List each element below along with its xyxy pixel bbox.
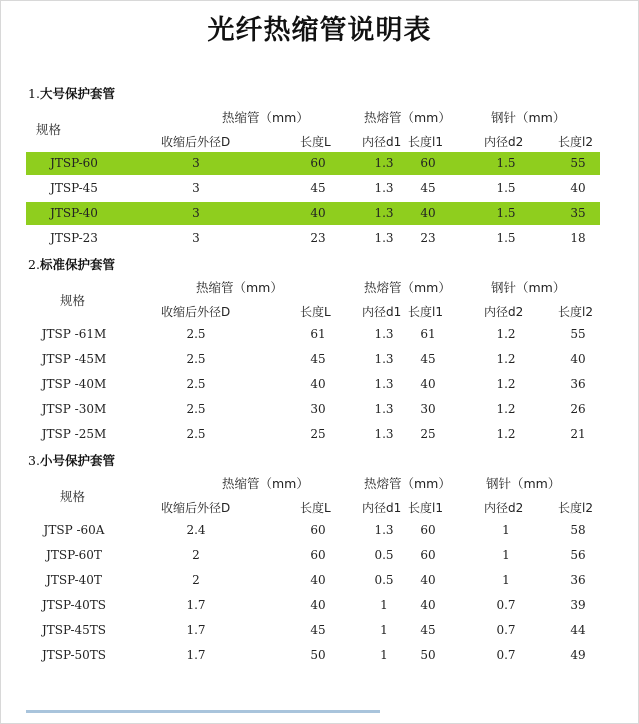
cell-l2: 44: [570, 623, 586, 637]
cell-l2: 40: [570, 352, 586, 366]
cell-d: 2.5: [186, 427, 206, 441]
cell-l: 50: [310, 648, 326, 662]
cell-l1: 25: [420, 427, 436, 441]
table-row: [26, 569, 600, 592]
cell-d2: 1.2: [496, 327, 516, 341]
cell-d2: 1.5: [496, 181, 516, 195]
subheader-d2: 内径d2: [484, 305, 524, 319]
subheader-l: 长度L: [300, 135, 331, 149]
cell-d2: 1.2: [496, 402, 516, 416]
cell-spec: JTSP -30M: [41, 402, 107, 416]
cell-l1: 45: [420, 623, 436, 637]
table-row: [26, 594, 600, 617]
cell-l: 60: [310, 156, 326, 170]
cell-l: 25: [310, 427, 326, 441]
section-number: 2.: [28, 257, 40, 272]
cell-d2: 1.2: [496, 352, 516, 366]
header-spec: 规格: [60, 489, 86, 504]
table-row: [26, 544, 600, 567]
cell-l: 61: [310, 327, 326, 341]
section-name: 小号保护套管: [39, 453, 115, 468]
cell-l1: 45: [420, 352, 436, 366]
header-heat-shrink: 热缩管（mm）: [222, 110, 309, 125]
table-row: [26, 177, 600, 200]
cell-spec: JTSP-60T: [46, 548, 102, 562]
header-hot-melt: 热熔管（mm）: [364, 476, 451, 491]
page-title: 光纤热缩管说明表: [207, 15, 432, 46]
subheader-l2: 长度l2: [558, 305, 593, 319]
cell-l2: 55: [570, 327, 586, 341]
cell-d2: 1.5: [496, 231, 516, 245]
table-row: [26, 202, 600, 225]
cell-d1: 1.3: [374, 352, 394, 366]
cell-d1: 1.3: [374, 427, 394, 441]
cell-spec: JTSP-40TS: [41, 598, 106, 612]
cell-d2: 0.7: [496, 648, 516, 662]
cell-spec: JTSP -25M: [41, 427, 107, 441]
cell-l2: 26: [570, 402, 586, 416]
cell-d: 2: [192, 548, 200, 562]
cell-l2: 49: [570, 648, 586, 662]
cell-l: 40: [310, 206, 326, 220]
cell-l1: 60: [420, 523, 436, 537]
cell-l2: 39: [570, 598, 586, 612]
section-number: 3.: [28, 453, 40, 468]
cell-d2: 1.2: [496, 377, 516, 391]
subheader-d: 收缩后外径D: [161, 501, 231, 515]
cell-d: 3: [192, 181, 200, 195]
cell-spec: JTSP-45TS: [41, 623, 106, 637]
table-row: [26, 519, 600, 542]
cell-d1: 1.3: [374, 156, 394, 170]
cell-d1: 0.5: [374, 573, 394, 587]
cell-d: 2.4: [186, 523, 206, 537]
section-title-large: [28, 84, 115, 102]
cell-d1: 1.3: [374, 206, 394, 220]
cell-d2: 0.7: [496, 598, 516, 612]
header-heat-shrink: 热缩管（mm）: [222, 476, 309, 491]
subheader-l2: 长度l2: [558, 135, 593, 149]
cell-d1: 1: [380, 648, 388, 662]
cell-spec: JTSP -40M: [41, 377, 107, 391]
subheader-d2: 内径d2: [484, 135, 524, 149]
header-hot-melt: 热熔管（mm）: [364, 280, 451, 295]
subheader-l1: 长度l1: [408, 135, 443, 149]
header-steel-pin: 钢针（mm）: [486, 476, 561, 491]
table-row: [26, 348, 600, 371]
cell-d1: 1: [380, 623, 388, 637]
cell-spec: JTSP-40: [50, 206, 98, 220]
subheader-l: 长度L: [300, 501, 331, 515]
subheader-l2: 长度l2: [558, 501, 593, 515]
cell-l2: 40: [570, 181, 586, 195]
cell-l: 40: [310, 598, 326, 612]
cell-d2: 0.7: [496, 623, 516, 637]
table-row: [26, 644, 600, 667]
cell-spec: JTSP -61M: [41, 327, 107, 341]
subheader-d1: 内径d1: [362, 501, 402, 515]
cell-spec: JTSP-23: [50, 231, 98, 245]
subheader-d1: 内径d1: [362, 135, 402, 149]
table-row: [26, 619, 600, 642]
cell-l: 40: [310, 573, 326, 587]
cell-d: 2: [192, 573, 200, 587]
cell-l2: 56: [570, 548, 586, 562]
cell-d1: 1.3: [374, 181, 394, 195]
cell-d: 1.7: [186, 598, 206, 612]
cell-d1: 1.3: [374, 231, 394, 245]
cell-l: 45: [310, 352, 326, 366]
cell-d: 2.5: [186, 377, 206, 391]
cell-spec: JTSP-60: [50, 156, 98, 170]
cell-l2: 18: [570, 231, 586, 245]
cell-l2: 55: [570, 156, 586, 170]
cell-d1: 1.3: [374, 327, 394, 341]
table-row: [26, 227, 600, 250]
cell-d: 2.5: [186, 352, 206, 366]
cell-spec: JTSP -45M: [41, 352, 107, 366]
cell-d: 1.7: [186, 623, 206, 637]
cell-d2: 1: [502, 523, 510, 537]
section-name: 标准保护套管: [39, 257, 115, 272]
cell-d: 2.5: [186, 402, 206, 416]
cell-d: 3: [192, 231, 200, 245]
header-steel-pin: 钢针（mm）: [491, 280, 566, 295]
subheader-l1: 长度l1: [408, 501, 443, 515]
table-row: [26, 323, 600, 346]
cell-l2: 36: [570, 573, 586, 587]
footer-divider: [26, 710, 380, 713]
section-title-small: [28, 451, 115, 469]
section-title-standard: [28, 255, 115, 273]
table-row: [26, 152, 600, 175]
subheader-d2: 内径d2: [484, 501, 524, 515]
cell-d1: 1.3: [374, 523, 394, 537]
table-row: [26, 398, 600, 421]
cell-d1: 1.3: [374, 402, 394, 416]
cell-l1: 40: [420, 206, 436, 220]
cell-spec: JTSP -60A: [43, 523, 105, 537]
subheader-d: 收缩后外径D: [161, 305, 231, 319]
section-name: 大号保护套管: [39, 86, 115, 101]
cell-l: 60: [310, 523, 326, 537]
cell-l1: 60: [420, 156, 436, 170]
cell-d1: 1.3: [374, 377, 394, 391]
cell-l1: 61: [420, 327, 436, 341]
header-hot-melt: 热熔管（mm）: [364, 110, 451, 125]
cell-l1: 30: [420, 402, 436, 416]
cell-d: 1.7: [186, 648, 206, 662]
header-steel-pin: 钢针（mm）: [491, 110, 566, 125]
subheader-l1: 长度l1: [408, 305, 443, 319]
cell-l: 30: [310, 402, 326, 416]
cell-l1: 40: [420, 377, 436, 391]
cell-l1: 50: [420, 648, 436, 662]
cell-d: 3: [192, 206, 200, 220]
cell-l2: 35: [570, 206, 586, 220]
table-row: [26, 423, 600, 446]
cell-l: 45: [310, 181, 326, 195]
cell-d: 3: [192, 156, 200, 170]
cell-l: 45: [310, 623, 326, 637]
cell-d2: 1.5: [496, 206, 516, 220]
subheader-d: 收缩后外径D: [161, 135, 231, 149]
cell-d2: 1.5: [496, 156, 516, 170]
cell-spec: JTSP-50TS: [41, 648, 106, 662]
cell-l1: 23: [420, 231, 436, 245]
subheader-l: 长度L: [300, 305, 331, 319]
cell-l2: 36: [570, 377, 586, 391]
cell-l2: 58: [570, 523, 586, 537]
cell-l: 40: [310, 377, 326, 391]
table-row: [26, 373, 600, 396]
cell-l2: 21: [570, 427, 586, 441]
header-spec: 规格: [60, 293, 86, 308]
cell-l: 60: [310, 548, 326, 562]
subheader-d1: 内径d1: [362, 305, 402, 319]
cell-d2: 1: [502, 548, 510, 562]
cell-l: 23: [310, 231, 326, 245]
cell-spec: JTSP-45: [50, 181, 98, 195]
cell-d1: 1: [380, 598, 388, 612]
cell-d: 2.5: [186, 327, 206, 341]
cell-d1: 0.5: [374, 548, 394, 562]
cell-l1: 40: [420, 598, 436, 612]
header-spec: 规格: [36, 122, 62, 137]
cell-d2: 1: [502, 573, 510, 587]
cell-l1: 40: [420, 573, 436, 587]
cell-l1: 45: [420, 181, 436, 195]
header-heat-shrink: 热缩管（mm）: [196, 280, 283, 295]
cell-d2: 1.2: [496, 427, 516, 441]
cell-l1: 60: [420, 548, 436, 562]
section-number: 1.: [28, 86, 40, 101]
cell-spec: JTSP-40T: [46, 573, 102, 587]
